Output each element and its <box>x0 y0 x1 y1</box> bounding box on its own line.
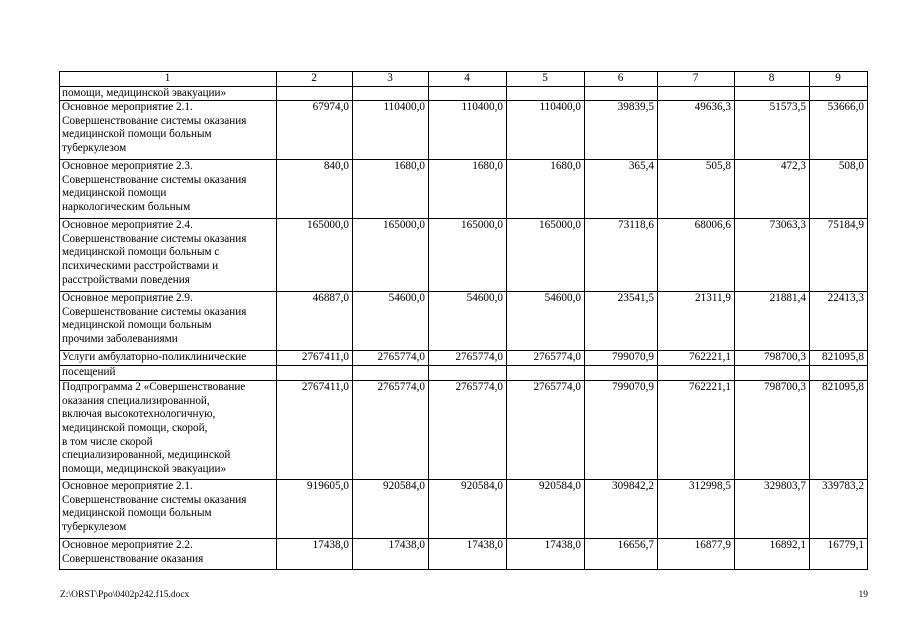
column-number: 2 <box>277 72 353 87</box>
row-label: Услуги амбулаторно-поликлинические <box>60 351 277 366</box>
data-table <box>59 71 868 570</box>
column-number: 1 <box>60 72 277 87</box>
column-number: 4 <box>429 72 507 87</box>
value-cell: 49636,3 <box>658 101 735 160</box>
value-cell: 2765774,0 <box>507 351 585 366</box>
value-cell <box>507 86 585 101</box>
value-cell: 2765774,0 <box>507 381 585 480</box>
value-cell: 75184,9 <box>810 219 868 292</box>
value-cell: 165000,0 <box>353 219 429 292</box>
page-number: 19 <box>858 590 868 600</box>
row-label: помощи, медицинской эвакуации» <box>60 86 277 101</box>
value-cell: 16877,9 <box>658 539 735 570</box>
table-row <box>60 351 868 366</box>
value-cell <box>735 366 810 381</box>
value-cell: 799070,9 <box>585 351 658 366</box>
value-cell: 165000,0 <box>429 219 507 292</box>
value-cell: 2765774,0 <box>429 351 507 366</box>
value-cell: 312998,5 <box>658 480 735 539</box>
value-cell: 798700,3 <box>735 381 810 480</box>
value-cell: 16892,1 <box>735 539 810 570</box>
value-cell <box>585 86 658 101</box>
value-cell: 165000,0 <box>277 219 353 292</box>
value-cell: 762221,1 <box>658 351 735 366</box>
footer-file-path: Z:\ORST\Ppo\0402p242.f15.docx <box>60 590 190 600</box>
table-row <box>60 86 868 101</box>
value-cell <box>585 366 658 381</box>
row-label: Основное мероприятие 2.3. Совершенствование системы оказания медицинской помощи наркологическим больным <box>60 160 277 219</box>
value-cell <box>507 366 585 381</box>
column-number: 3 <box>353 72 429 87</box>
value-cell: 23541,5 <box>585 292 658 351</box>
column-number: 9 <box>810 72 868 87</box>
column-number: 5 <box>507 72 585 87</box>
value-cell: 309842,2 <box>585 480 658 539</box>
row-label: посещений <box>60 366 277 381</box>
value-cell: 54600,0 <box>429 292 507 351</box>
value-cell: 1680,0 <box>507 160 585 219</box>
value-cell <box>810 86 868 101</box>
value-cell: 799070,9 <box>585 381 658 480</box>
value-cell: 17438,0 <box>507 539 585 570</box>
value-cell <box>353 86 429 101</box>
row-label: Основное мероприятие 2.4. Совершенствование системы оказания медицинской помощи больным с психическими расстройствами и расстройствами поведения <box>60 219 277 292</box>
value-cell: 821095,8 <box>810 381 868 480</box>
row-label: Основное мероприятие 2.9. Совершенствование системы оказания медицинской помощи больным прочими заболеваниями <box>60 292 277 351</box>
value-cell: 51573,5 <box>735 101 810 160</box>
value-cell: 505,8 <box>658 160 735 219</box>
table-row <box>60 219 868 292</box>
value-cell: 73063,3 <box>735 219 810 292</box>
column-number: 6 <box>585 72 658 87</box>
value-cell: 1680,0 <box>353 160 429 219</box>
table-row <box>60 292 868 351</box>
value-cell: 920584,0 <box>429 480 507 539</box>
value-cell: 821095,8 <box>810 351 868 366</box>
value-cell: 762221,1 <box>658 381 735 480</box>
value-cell <box>658 86 735 101</box>
value-cell: 53666,0 <box>810 101 868 160</box>
value-cell <box>277 366 353 381</box>
value-cell: 472,3 <box>735 160 810 219</box>
value-cell: 46887,0 <box>277 292 353 351</box>
row-label: Основное мероприятие 2.1. Совершенствование системы оказания медицинской помощи больным туберкулезом <box>60 101 277 160</box>
table-row <box>60 160 868 219</box>
value-cell <box>429 86 507 101</box>
value-cell: 21311,9 <box>658 292 735 351</box>
value-cell: 2765774,0 <box>429 381 507 480</box>
value-cell: 2767411,0 <box>277 381 353 480</box>
table-body <box>60 72 868 570</box>
value-cell: 17438,0 <box>429 539 507 570</box>
value-cell: 16779,1 <box>810 539 868 570</box>
value-cell <box>277 86 353 101</box>
table-row <box>60 101 868 160</box>
value-cell <box>810 366 868 381</box>
value-cell: 73118,6 <box>585 219 658 292</box>
value-cell: 39839,5 <box>585 101 658 160</box>
value-cell <box>658 366 735 381</box>
value-cell: 508,0 <box>810 160 868 219</box>
value-cell: 21881,4 <box>735 292 810 351</box>
value-cell: 165000,0 <box>507 219 585 292</box>
value-cell: 68006,6 <box>658 219 735 292</box>
table-row <box>60 539 868 570</box>
value-cell: 54600,0 <box>507 292 585 351</box>
value-cell: 54600,0 <box>353 292 429 351</box>
value-cell: 17438,0 <box>277 539 353 570</box>
value-cell: 920584,0 <box>353 480 429 539</box>
value-cell: 2767411,0 <box>277 351 353 366</box>
table-row <box>60 480 868 539</box>
value-cell: 22413,3 <box>810 292 868 351</box>
value-cell: 110400,0 <box>353 101 429 160</box>
value-cell: 920584,0 <box>507 480 585 539</box>
row-label: Основное мероприятие 2.2. Совершенствование оказания <box>60 539 277 570</box>
value-cell: 67974,0 <box>277 101 353 160</box>
value-cell: 2765774,0 <box>353 351 429 366</box>
value-cell: 840,0 <box>277 160 353 219</box>
row-label: Основное мероприятие 2.1. Совершенствование системы оказания медицинской помощи больным туберкулезом <box>60 480 277 539</box>
header-row <box>60 72 868 87</box>
value-cell <box>735 86 810 101</box>
value-cell: 798700,3 <box>735 351 810 366</box>
value-cell <box>429 366 507 381</box>
table-row <box>60 366 868 381</box>
value-cell: 16656,7 <box>585 539 658 570</box>
value-cell: 365,4 <box>585 160 658 219</box>
value-cell: 339783,2 <box>810 480 868 539</box>
value-cell: 329803,7 <box>735 480 810 539</box>
value-cell: 17438,0 <box>353 539 429 570</box>
value-cell: 1680,0 <box>429 160 507 219</box>
value-cell: 110400,0 <box>429 101 507 160</box>
value-cell <box>353 366 429 381</box>
table-row <box>60 381 868 480</box>
value-cell: 919605,0 <box>277 480 353 539</box>
row-label: Подпрограмма 2 «Совершенствование оказания специализированной, включая высокотехнологичную, медицинской помощи, скорой, в том числе скорой специализированной, медицинской помощи, медицинской эвакуации» <box>60 381 277 480</box>
value-cell: 110400,0 <box>507 101 585 160</box>
column-number: 7 <box>658 72 735 87</box>
value-cell: 2765774,0 <box>353 381 429 480</box>
column-number: 8 <box>735 72 810 87</box>
